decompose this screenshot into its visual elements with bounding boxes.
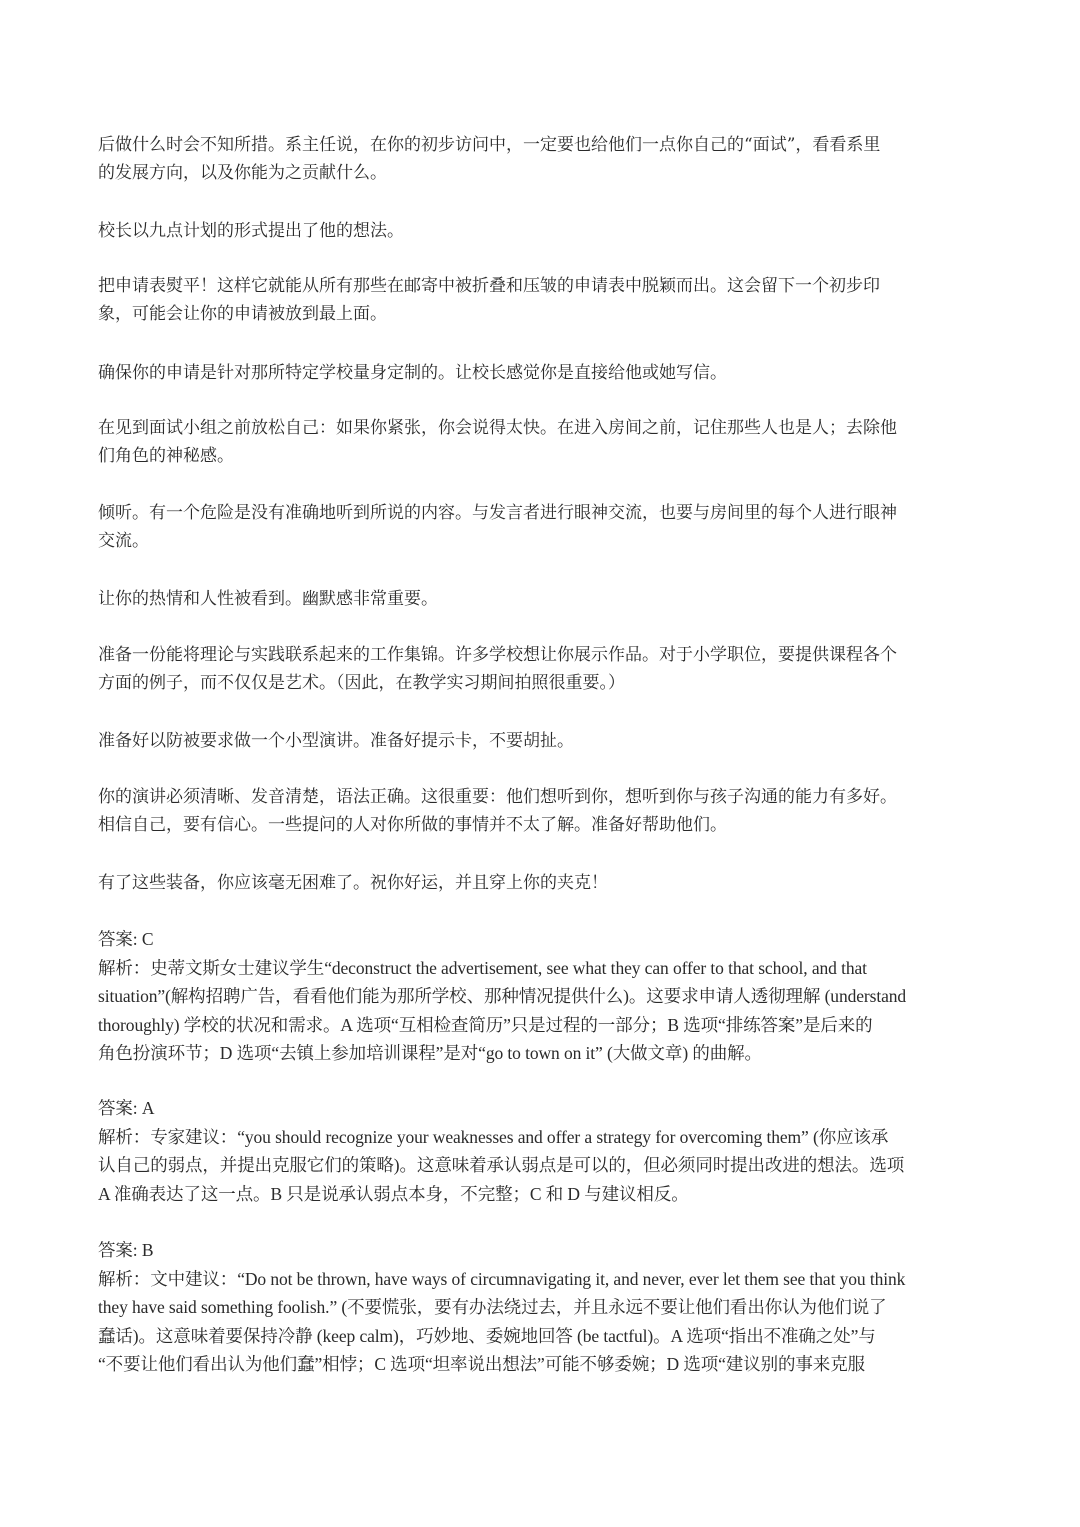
- explanation-line: thoroughly) 学校的状况和需求。A 选项“互相检查简历”只是过程的一部分；B 选项“排练答案”是后来的: [98, 1014, 873, 1035]
- text-line: 们角色的神秘感。: [98, 446, 234, 466]
- explanation-line: 蠢话)。这意味着要保持冷静 (keep calm)，巧妙地、委婉地回答 (be tactful)。A 选项“指出不准确之处”与: [98, 1325, 876, 1346]
- paragraph-11: [98, 869, 983, 897]
- text-line: 的发展方向，以及你能为之贡献什么。: [98, 163, 387, 183]
- paragraph-1: [98, 131, 983, 187]
- text-line: 把申请表熨平！这样它就能从所有那些在邮寄中被折叠和压皱的申请表中脱颖而出。这会留下一个初步印: [98, 276, 880, 296]
- paragraph-4: [98, 359, 983, 387]
- paragraph-10: [98, 783, 983, 839]
- paragraph-9: [98, 727, 983, 755]
- text-line: 确保你的申请是针对那所特定学校量身定制的。让校长感觉你是直接给他或她写信。: [98, 363, 727, 383]
- explanation-line: 认自己的弱点，并提出克服它们的策略)。这意味着承认弱点是可以的，但必须同时提出改进的想法。选项: [98, 1155, 905, 1175]
- text-line: 校长以九点计划的形式提出了他的想法。: [98, 221, 404, 241]
- paragraph-7: [98, 585, 983, 613]
- text-line: 倾听。有一个危险是没有准确地听到所说的内容。与发言者进行眼神交流，也要与房间里的每个人进行眼神: [98, 503, 897, 523]
- text-line: 方面的例子，而不仅仅是艺术。（因此，在教学实习期间拍照很重要。）: [98, 673, 625, 693]
- paragraph-3: [98, 272, 983, 328]
- text-line: 准备一份能将理论与实践联系起来的工作集锦。许多学校想让你展示作品。对于小学职位，要提供课程各个: [98, 645, 897, 665]
- answer-label: 答案: A: [98, 1098, 155, 1118]
- text-line: 让你的热情和人性被看到。幽默感非常重要。: [98, 589, 438, 609]
- explanation-line: 解析：专家建议：“you should recognize your weaknesses and offer a strategy for overcoming them” (你应该承: [98, 1126, 889, 1147]
- paragraph-8: [98, 641, 983, 697]
- paragraph-5: [98, 414, 983, 470]
- answer-block-3: [98, 1236, 983, 1379]
- text-line: 有了这些装备，你应该毫无困难了。祝你好运，并且穿上你的夹克！: [98, 873, 608, 893]
- explanation-line: 解析：史蒂文斯女士建议学生“deconstruct the advertisement, see what they can offer to that school, and that: [98, 957, 867, 978]
- text-line: 你的演讲必须清晰、发音清楚，语法正确。这很重要：他们想听到你，想听到你与孩子沟通的能力有多好。: [98, 787, 897, 807]
- explanation-line: 解析：文中建议：“Do not be thrown, have ways of circumnavigating it, and never, ever let them see that you think: [98, 1268, 906, 1289]
- text-line: 象，可能会让你的申请被放到最上面。: [98, 304, 387, 324]
- text-line: 相信自己，要有信心。一些提问的人对你所做的事情并不太了解。准备好帮助他们。: [98, 815, 727, 835]
- explanation-line: A 准确表达了这一点。B 只是说承认弱点本身，不完整；C 和 D 与建议相反。: [98, 1183, 689, 1204]
- explanation-line: “不要让他们看出认为他们蠢”相悖；C 选项“坦率说出想法”可能不够委婉；D 选项“建议别的事来克服: [98, 1354, 865, 1374]
- text-line: 在见到面试小组之前放松自己：如果你紧张，你会说得太快。在进入房间之前，记住那些人也是人；去除他: [98, 418, 897, 438]
- answer-label: 答案: C: [98, 929, 154, 949]
- explanation-line: they have said something foolish.” (不要慌张，要有办法绕过去，并且永远不要让他们看出你认为他们说了: [98, 1297, 887, 1317]
- text-line: 后做什么时会不知所措。系主任说，在你的初步访问中，一定要也给他们一点你自己的“面试”，看看系里: [98, 135, 881, 155]
- paragraph-2: [98, 217, 983, 245]
- paragraph-6: [98, 499, 983, 555]
- answer-block-2: [98, 1094, 983, 1208]
- explanation-line: situation”(解构招聘广告，看看他们能为那所学校、那种情况提供什么)。这要求申请人透彻理解 (understand: [98, 986, 907, 1006]
- answer-block-1: [98, 925, 983, 1068]
- text-line: 交流。: [98, 531, 149, 551]
- text-line: 准备好以防被要求做一个小型演讲。准备好提示卡，不要胡扯。: [98, 731, 574, 751]
- explanation-line: 角色扮演环节；D 选项“去镇上参加培训课程”是对“go to town on it” (大做文章) 的曲解。: [98, 1043, 762, 1063]
- answer-label: 答案: B: [98, 1240, 154, 1260]
